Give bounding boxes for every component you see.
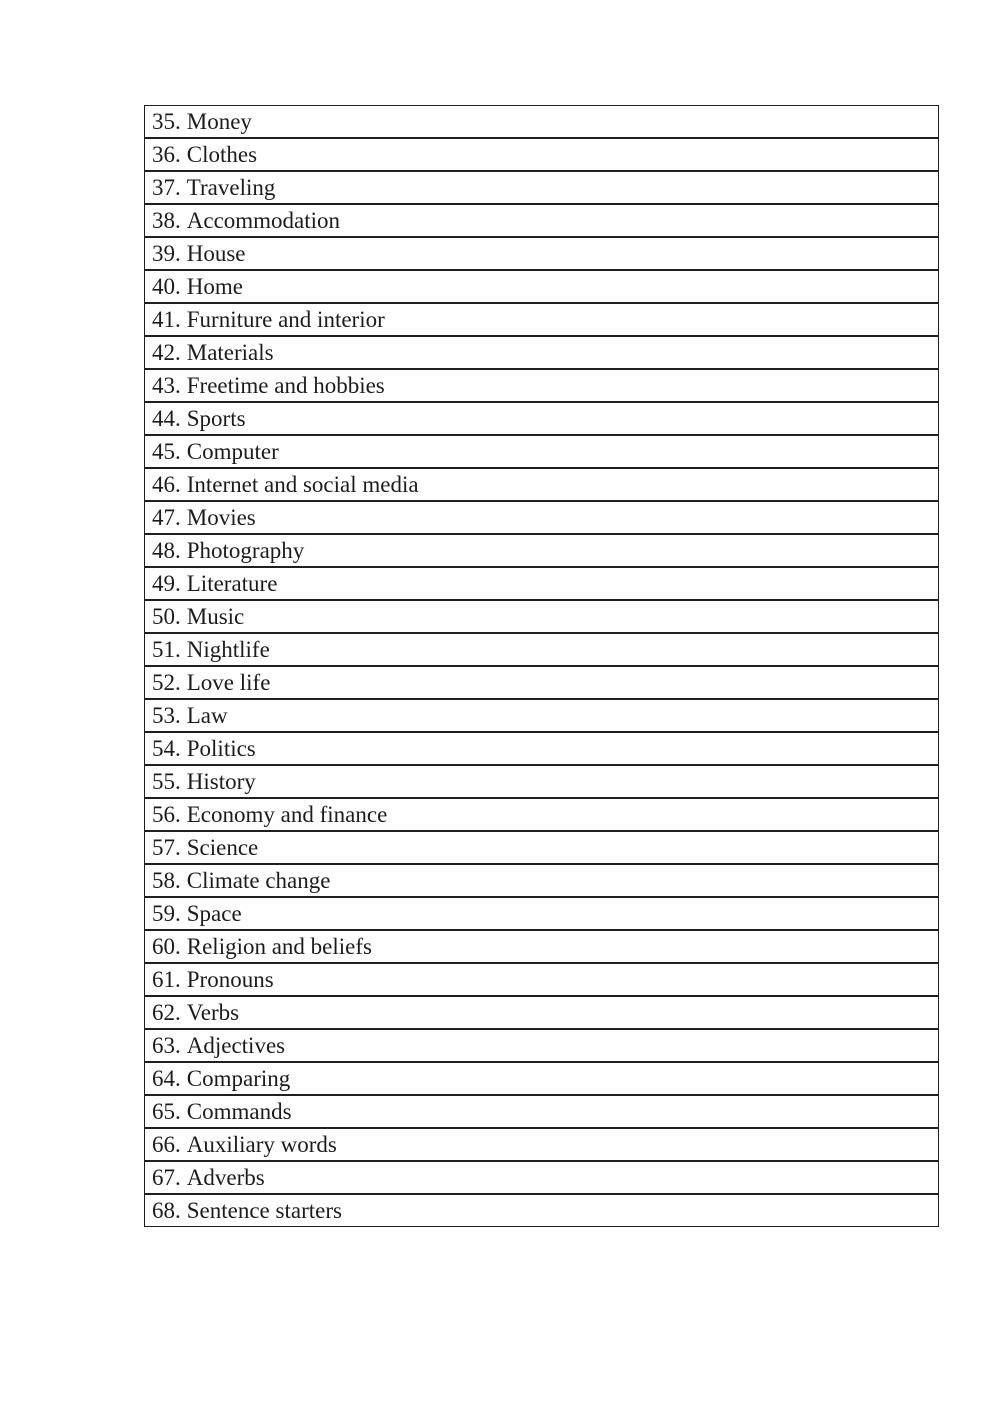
contents-table-body xyxy=(144,105,939,1227)
table-row xyxy=(144,831,939,864)
table-row xyxy=(144,996,939,1029)
row-number: 38. xyxy=(152,208,181,233)
table-cell xyxy=(144,402,939,435)
row-number: 66. xyxy=(152,1132,181,1157)
row-label: Movies xyxy=(186,505,256,530)
row-label: Sentence starters xyxy=(186,1198,342,1223)
table-cell xyxy=(144,897,939,930)
row-label: Accommodation xyxy=(186,208,341,233)
table-row xyxy=(144,567,939,600)
row-number: 68. xyxy=(152,1198,181,1223)
table-cell xyxy=(144,105,939,138)
table-cell xyxy=(144,600,939,633)
row-label: House xyxy=(186,241,246,266)
table-row xyxy=(144,303,939,336)
table-cell xyxy=(144,666,939,699)
row-number: 57. xyxy=(152,835,181,860)
row-number: 64. xyxy=(152,1066,181,1091)
table-row xyxy=(144,765,939,798)
row-label: Auxiliary words xyxy=(186,1132,337,1157)
row-label: Home xyxy=(186,274,243,299)
table-row xyxy=(144,732,939,765)
table-row xyxy=(144,171,939,204)
table-row xyxy=(144,699,939,732)
row-label: Pronouns xyxy=(186,967,274,992)
row-label: Nightlife xyxy=(186,637,270,662)
row-label: Commands xyxy=(186,1099,292,1124)
row-number: 55. xyxy=(152,769,181,794)
table-row xyxy=(144,1062,939,1095)
table-cell xyxy=(144,765,939,798)
table-cell xyxy=(144,633,939,666)
row-label: Politics xyxy=(186,736,256,761)
row-label: Computer xyxy=(186,439,279,464)
table-row xyxy=(144,1029,939,1062)
row-label: Adverbs xyxy=(186,1165,265,1190)
table-cell xyxy=(144,303,939,336)
table-row xyxy=(144,501,939,534)
row-label: Comparing xyxy=(186,1066,291,1091)
row-number: 56. xyxy=(152,802,181,827)
row-number: 52. xyxy=(152,670,181,695)
row-label: Internet and social media xyxy=(186,472,419,497)
row-label: Freetime and hobbies xyxy=(186,373,385,398)
row-label: Sports xyxy=(186,406,246,431)
table-row xyxy=(144,336,939,369)
row-number: 35. xyxy=(152,109,181,134)
row-number: 60. xyxy=(152,934,181,959)
table-cell xyxy=(144,996,939,1029)
row-number: 48. xyxy=(152,538,181,563)
table-row xyxy=(144,633,939,666)
table-row xyxy=(144,369,939,402)
table-row xyxy=(144,270,939,303)
row-label: History xyxy=(186,769,256,794)
table-cell xyxy=(144,534,939,567)
row-number: 62. xyxy=(152,1000,181,1025)
row-number: 44. xyxy=(152,406,181,431)
table-row xyxy=(144,864,939,897)
row-number: 54. xyxy=(152,736,181,761)
table-cell xyxy=(144,468,939,501)
table-row xyxy=(144,402,939,435)
table-cell xyxy=(144,336,939,369)
table-row xyxy=(144,930,939,963)
row-label: Furniture and interior xyxy=(186,307,385,332)
row-label: Law xyxy=(186,703,228,728)
table-row xyxy=(144,534,939,567)
row-number: 61. xyxy=(152,967,181,992)
table-row xyxy=(144,435,939,468)
row-label: Space xyxy=(186,901,242,926)
table-cell xyxy=(144,435,939,468)
table-row xyxy=(144,468,939,501)
table-cell xyxy=(144,171,939,204)
row-label: Science xyxy=(186,835,259,860)
table-cell xyxy=(144,1029,939,1062)
row-number: 65. xyxy=(152,1099,181,1124)
row-label: Literature xyxy=(186,571,278,596)
row-number: 39. xyxy=(152,241,181,266)
row-number: 42. xyxy=(152,340,181,365)
table-cell xyxy=(144,930,939,963)
row-number: 53. xyxy=(152,703,181,728)
table-cell xyxy=(144,1194,939,1227)
row-label: Music xyxy=(186,604,245,629)
table-cell xyxy=(144,501,939,534)
table-row xyxy=(144,600,939,633)
table-cell xyxy=(144,204,939,237)
contents-table xyxy=(144,105,939,1227)
row-label: Climate change xyxy=(186,868,331,893)
row-label: Traveling xyxy=(186,175,276,200)
table-row xyxy=(144,963,939,996)
table-cell xyxy=(144,369,939,402)
table-cell xyxy=(144,1128,939,1161)
row-label: Money xyxy=(186,109,252,134)
table-cell xyxy=(144,798,939,831)
table-row xyxy=(144,798,939,831)
row-number: 47. xyxy=(152,505,181,530)
table-cell xyxy=(144,1095,939,1128)
row-number: 41. xyxy=(152,307,181,332)
row-label: Clothes xyxy=(186,142,258,167)
row-number: 59. xyxy=(152,901,181,926)
row-number: 50. xyxy=(152,604,181,629)
table-row xyxy=(144,1194,939,1227)
table-cell xyxy=(144,1161,939,1194)
row-label: Materials xyxy=(186,340,274,365)
table-row xyxy=(144,666,939,699)
table-cell xyxy=(144,237,939,270)
table-row xyxy=(144,105,939,138)
table-row xyxy=(144,138,939,171)
table-row xyxy=(144,1095,939,1128)
row-number: 51. xyxy=(152,637,181,662)
table-cell xyxy=(144,963,939,996)
table-cell xyxy=(144,138,939,171)
row-number: 36. xyxy=(152,142,181,167)
row-number: 37. xyxy=(152,175,181,200)
row-label: Adjectives xyxy=(186,1033,286,1058)
row-number: 58. xyxy=(152,868,181,893)
table-row xyxy=(144,204,939,237)
table-row xyxy=(144,897,939,930)
row-number: 40. xyxy=(152,274,181,299)
row-number: 45. xyxy=(152,439,181,464)
table-cell xyxy=(144,732,939,765)
row-number: 46. xyxy=(152,472,181,497)
table-row xyxy=(144,237,939,270)
table-row xyxy=(144,1161,939,1194)
row-number: 43. xyxy=(152,373,181,398)
table-row xyxy=(144,1128,939,1161)
row-label: Verbs xyxy=(186,1000,240,1025)
table-cell xyxy=(144,864,939,897)
row-number: 49. xyxy=(152,571,181,596)
row-number: 67. xyxy=(152,1165,181,1190)
row-label: Photography xyxy=(186,538,305,563)
table-cell xyxy=(144,831,939,864)
row-label: Economy and finance xyxy=(186,802,388,827)
row-number: 63. xyxy=(152,1033,181,1058)
table-cell xyxy=(144,270,939,303)
table-cell xyxy=(144,699,939,732)
table-cell xyxy=(144,1062,939,1095)
table-cell xyxy=(144,567,939,600)
row-label: Religion and beliefs xyxy=(186,934,372,959)
row-label: Love life xyxy=(186,670,271,695)
